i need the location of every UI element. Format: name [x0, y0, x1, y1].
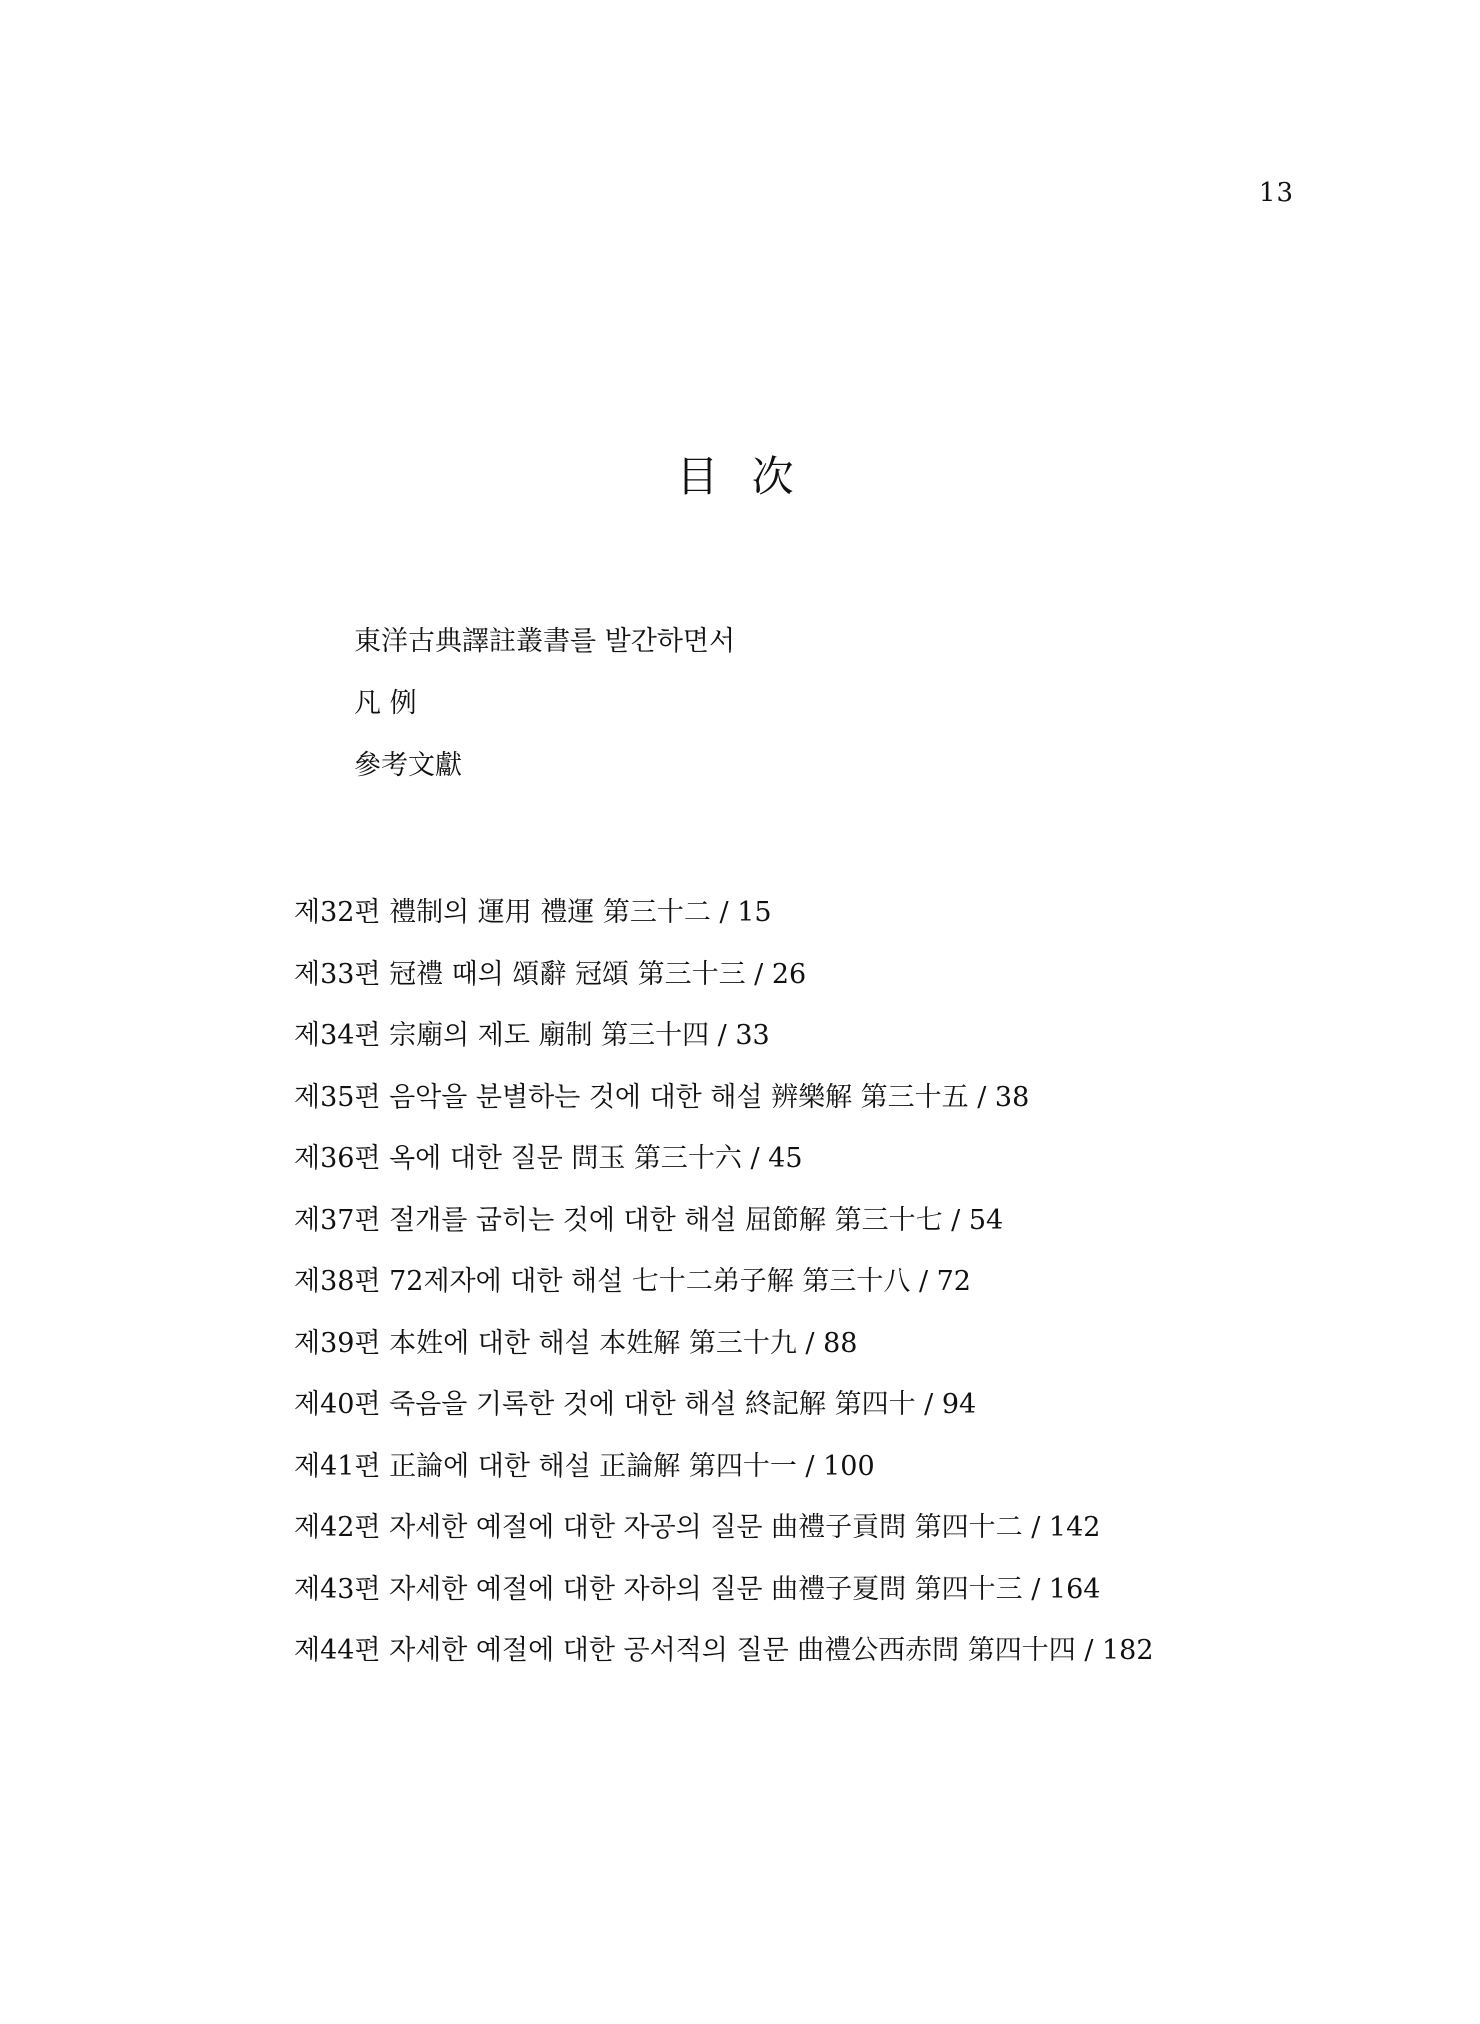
chapter-entry-44: 제44편 자세한 예절에 대한 공서적의 질문 曲禮公西赤問 第四十四 / 182 — [294, 1635, 1154, 1666]
chapter-entry-35: 제35편 음악을 분별하는 것에 대한 해설 辨樂解 第三十五 / 38 — [294, 1081, 1030, 1113]
chapter-entry-33: 제33편 冠禮 때의 頌辭 冠頌 第三十三 / 26 — [294, 958, 807, 990]
front-matter-list — [354, 622, 735, 808]
chapter-entry-42: 제42편 자세한 예절에 대한 자공의 질문 曲禮子貢問 第四十二 / 142 — [294, 1512, 1101, 1543]
toc-title: 目 次 — [676, 452, 804, 501]
chapter-entry-36: 제36편 옥에 대한 질문 問玉 第三十六 / 45 — [294, 1143, 803, 1174]
chapter-entry-38: 제38편 72제자에 대한 해설 七十二弟子解 第三十八 / 72 — [294, 1266, 971, 1297]
chapter-entry-32: 제32편 禮制의 運用 禮運 第三十二 / 15 — [294, 897, 772, 928]
chapter-entry-34: 제34편 宗廟의 제도 廟制 第三十四 / 33 — [294, 1020, 770, 1051]
front-matter-item-conventions: 凡 例 — [354, 688, 417, 719]
chapter-entry-40: 제40편 죽음을 기록한 것에 대한 해설 終記解 第四十 / 94 — [294, 1389, 977, 1420]
chapter-entry-41: 제41편 正論에 대한 해설 正論解 第四十一 / 100 — [294, 1450, 875, 1482]
page-number: 13 — [1258, 178, 1294, 208]
front-matter-item-references: 參考文獻 — [354, 750, 462, 781]
chapter-entry-37: 제37편 절개를 굽히는 것에 대한 해설 屈節解 第三十七 / 54 — [294, 1204, 1004, 1236]
chapter-entry-43: 제43편 자세한 예절에 대한 자하의 질문 曲禮子夏問 第四十三 / 164 — [294, 1573, 1101, 1605]
front-matter-item-preface: 東洋古典譯註叢書를 발간하면서 — [354, 626, 736, 657]
chapter-entry-39: 제39편 本姓에 대한 해설 本姓解 第三十九 / 88 — [294, 1327, 858, 1359]
chapter-list — [294, 893, 1154, 1693]
